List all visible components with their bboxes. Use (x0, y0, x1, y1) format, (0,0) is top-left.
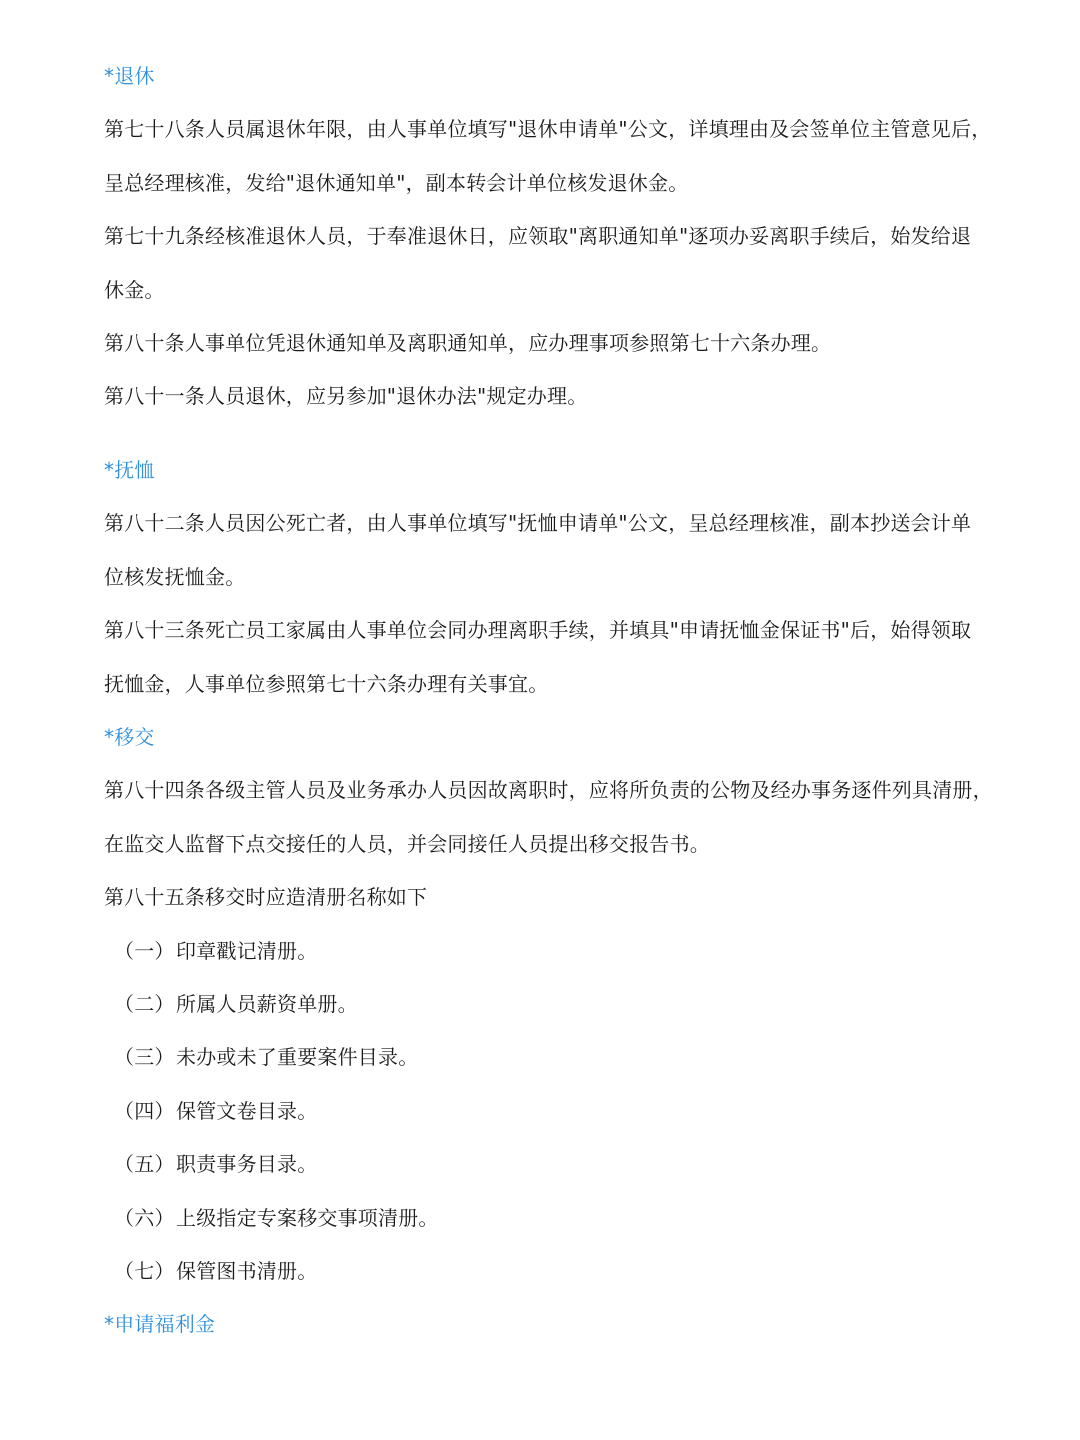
list-item-text: 保管文卷目录。 (176, 1099, 318, 1123)
list-item (114, 1204, 439, 1232)
list-item-marker: （七） (114, 1259, 175, 1283)
list-item-text: 未办或未了重要案件目录。 (176, 1045, 419, 1069)
article-81: 第八十一条人员退休，应另参加"退休办法"规定办理。 (104, 384, 588, 408)
list-item-marker: （三） (114, 1045, 175, 1069)
list-item-text: 印章戳记清册。 (176, 939, 318, 963)
section-heading-retirement: *退休 (104, 64, 155, 88)
list-item-marker: （四） (114, 1099, 175, 1123)
list-item-marker: （六） (114, 1206, 175, 1230)
article-84-line-1: 第八十四条各级主管人员及业务承办人员因故离职时，应将所负责的公物及经办事务逐件列具清册， (104, 778, 993, 802)
list-item (114, 990, 358, 1018)
article-83-line-1: 第八十三条死亡员工家属由人事单位会同办理离职手续，并填具"申请抚恤金保证书"后，始得领取 (104, 618, 972, 642)
article-84-line-2: 在监交人监督下点交接任的人员，并会同接任人员提出移交报告书。 (104, 832, 710, 856)
section-heading-handover: *移交 (104, 725, 155, 749)
article-85: 第八十五条移交时应造清册名称如下 (104, 885, 428, 909)
article-78-line-1: 第七十八条人员属退休年限，由人事单位填写"退休申请单"公文，详填理由及会签单位主管意见后， (104, 117, 992, 141)
list-item (114, 1150, 317, 1178)
article-80: 第八十条人事单位凭退休通知单及离职通知单，应办理事项参照第七十六条办理。 (104, 331, 832, 355)
list-item (114, 937, 317, 965)
article-82-line-2: 位核发抚恤金。 (104, 565, 246, 589)
article-83-line-2: 抚恤金，人事单位参照第七十六条办理有关事宜。 (104, 672, 549, 696)
list-item (114, 1257, 317, 1285)
list-item-marker: （二） (114, 992, 175, 1016)
list-item-marker: （一） (114, 939, 175, 963)
list-item-text: 所属人员薪资单册。 (176, 992, 358, 1016)
list-item-text: 上级指定专案移交事项清册。 (176, 1206, 439, 1230)
article-79-line-2: 休金。 (104, 278, 165, 302)
list-item (114, 1097, 317, 1125)
article-79-line-1: 第七十九条经核准退休人员，于奉准退休日，应领取"离职通知单"逐项办妥离职手续后，始发给退 (104, 224, 972, 248)
list-item-text: 职责事务目录。 (176, 1152, 318, 1176)
list-item (114, 1043, 418, 1071)
section-heading-pension: *抚恤 (104, 458, 155, 482)
list-item-marker: （五） (114, 1152, 175, 1176)
article-78-line-2: 呈总经理核准，发给"退休通知单"，副本转会计单位核发退休金。 (104, 171, 689, 195)
section-heading-welfare: *申请福利金 (104, 1312, 216, 1336)
list-item-text: 保管图书清册。 (176, 1259, 318, 1283)
article-82-line-1: 第八十二条人员因公死亡者，由人事单位填写"抚恤申请单"公文，呈总经理核准，副本抄送会计单 (104, 511, 972, 535)
